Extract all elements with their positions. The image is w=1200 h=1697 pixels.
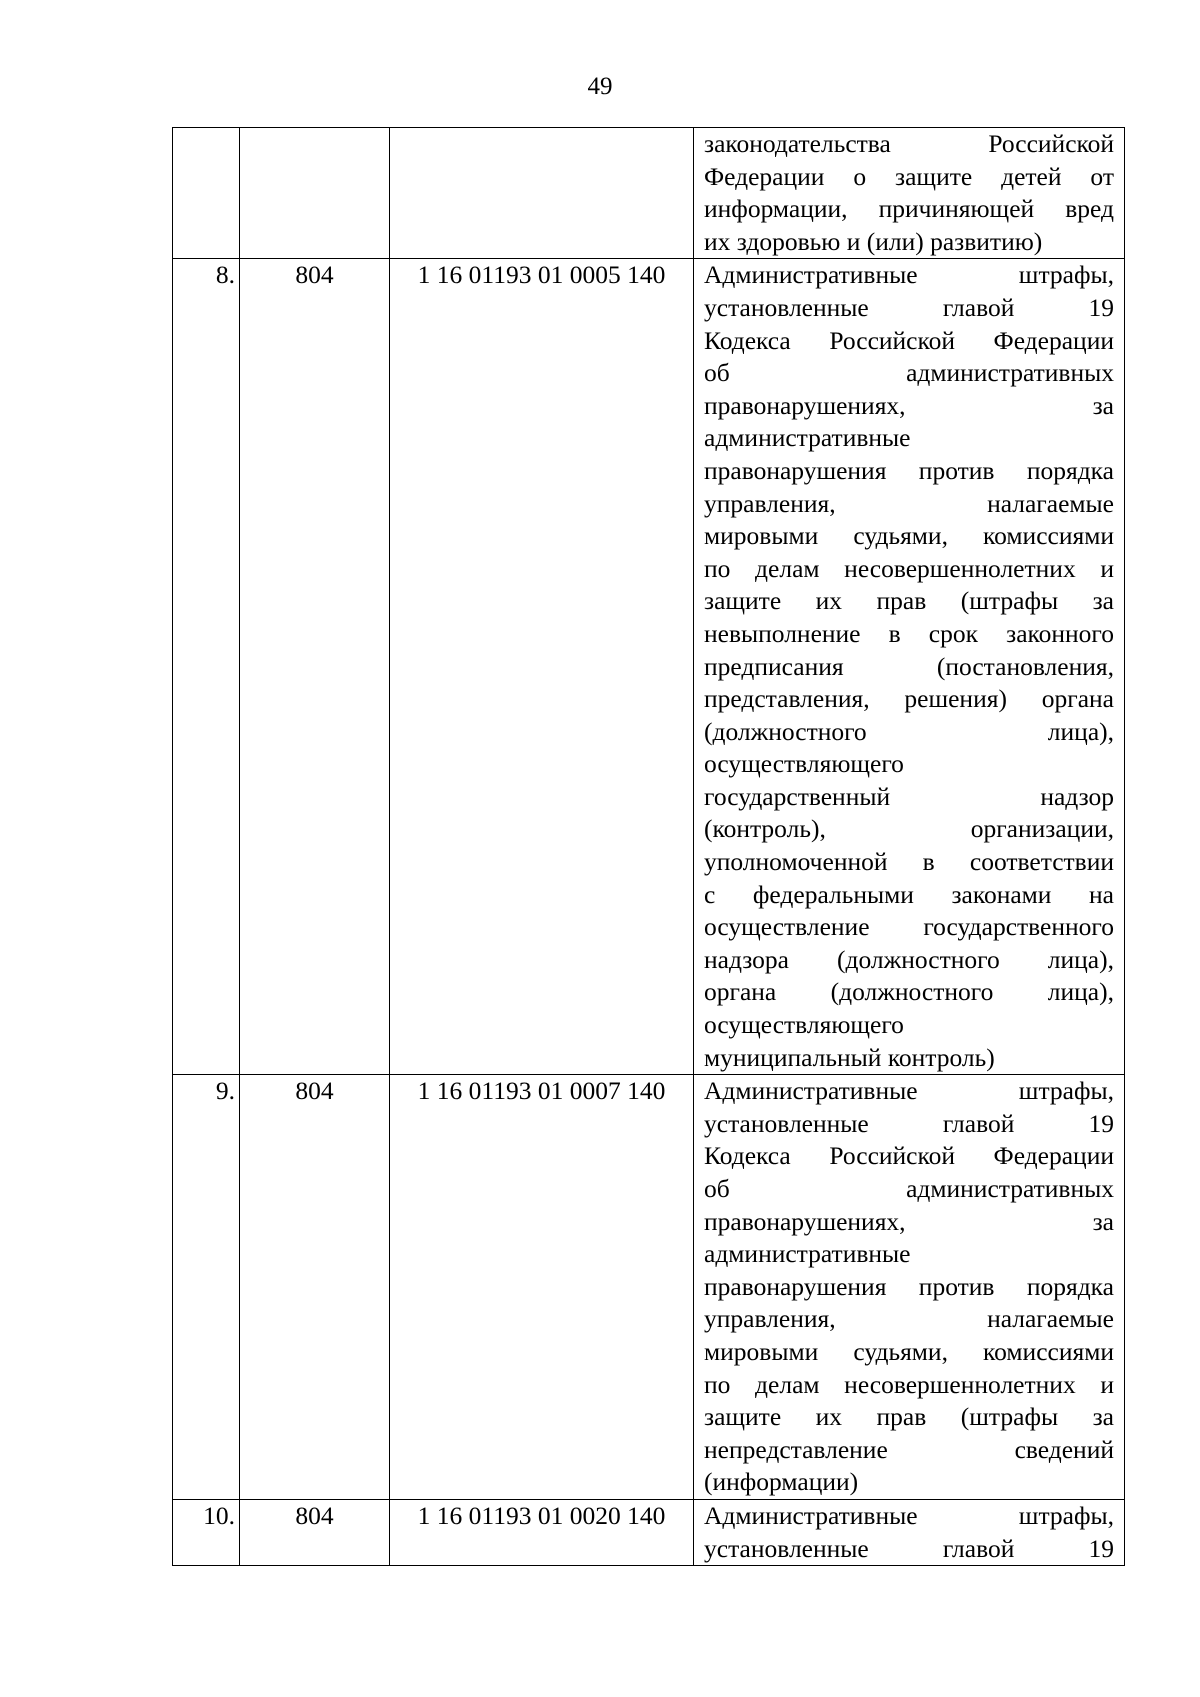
description-line: надзора (должностного лица), <box>704 944 1114 974</box>
description-line: по делам несовершеннолетних и <box>704 1369 1114 1399</box>
admin-code <box>240 128 390 259</box>
description-line: защите их прав (штрафы за <box>704 1402 1114 1432</box>
description-cell <box>694 1075 1125 1500</box>
row-number: 10. <box>173 1499 240 1565</box>
description-line: установленные главой 19 <box>704 1108 1114 1138</box>
description-line: установленные главой 19 <box>704 1533 1114 1563</box>
description-line: представления, решения) органа <box>704 684 1114 714</box>
description-line: защите их прав (штрафы за <box>704 586 1114 616</box>
description-line: управления, налагаемые <box>704 1304 1114 1334</box>
admin-code: 804 <box>240 259 390 1075</box>
description-line: муниципальный контроль) <box>704 1042 995 1072</box>
kbk-code: 1 16 01193 01 0007 140 <box>390 1075 694 1500</box>
description-line: правонарушения против порядка <box>704 455 1114 485</box>
description-line: непредставление сведений <box>704 1434 1114 1464</box>
kbk-code: 1 16 01193 01 0020 140 <box>390 1499 694 1565</box>
table-row <box>173 1075 1125 1500</box>
description-line: Кодекса Российской Федерации <box>704 1141 1114 1171</box>
description-line: информации, причиняющей вред <box>704 194 1114 224</box>
table-row <box>173 1499 1125 1565</box>
description-line: правонарушениях, за <box>704 1206 1114 1236</box>
row-number <box>173 128 240 259</box>
table-row <box>173 259 1125 1075</box>
description-line: Административные штрафы, <box>704 260 1114 290</box>
description-line: с федеральными законами на <box>704 879 1114 909</box>
admin-code: 804 <box>240 1075 390 1500</box>
description-line: административные <box>704 423 911 453</box>
description-line: установленные главой 19 <box>704 292 1114 322</box>
description-line: законодательства Российской <box>704 129 1114 158</box>
description-line: осуществляющего <box>704 749 904 779</box>
kbk-code <box>390 128 694 259</box>
table-row <box>173 128 1125 259</box>
description-line: об административных <box>704 358 1114 388</box>
description-line: управления, налагаемые <box>704 488 1114 518</box>
kbk-table-body <box>173 128 1125 1566</box>
description-line: по делам несовершеннолетних и <box>704 553 1114 583</box>
description-line: мировыми судьями, комиссиями <box>704 1336 1114 1366</box>
description-line: правонарушения против порядка <box>704 1271 1114 1301</box>
description-line: об административных <box>704 1174 1114 1203</box>
description-line: Административные штрафы, <box>704 1076 1114 1106</box>
description-cell <box>694 1499 1125 1565</box>
description-line: мировыми судьями, комиссиями <box>704 521 1114 551</box>
kbk-code: 1 16 01193 01 0005 140 <box>390 259 694 1075</box>
description-cell <box>694 128 1125 259</box>
description-line: органа (должностного лица), <box>704 977 1114 1007</box>
description-line: осуществляющего <box>704 1010 904 1040</box>
description-line: (контроль), организации, <box>704 814 1114 844</box>
description-line: предписания (постановления, <box>704 651 1114 681</box>
description-line: Административные штрафы, <box>704 1500 1114 1530</box>
description-line: Кодекса Российской Федерации <box>704 325 1114 355</box>
description-line: (информации) <box>704 1467 859 1497</box>
kbk-table <box>172 127 1125 1566</box>
page-number: 49 <box>587 73 613 100</box>
description-line: их здоровью и (или) развитию) <box>704 226 1043 256</box>
description-line: невыполнение в срок законного <box>704 618 1114 648</box>
description-line: Федерации о защите детей от <box>704 161 1114 191</box>
admin-code: 804 <box>240 1499 390 1565</box>
description-cell <box>694 259 1125 1075</box>
description-line: правонарушениях, за <box>704 390 1114 420</box>
description-line: осуществление государственного <box>704 912 1114 942</box>
description-line: (должностного лица), <box>704 716 1114 746</box>
description-line: административные <box>704 1239 911 1269</box>
description-line: уполномоченной в соответствии <box>704 847 1114 877</box>
row-number: 8. <box>173 259 240 1075</box>
row-number: 9. <box>173 1075 240 1500</box>
description-line: государственный надзор <box>704 781 1114 811</box>
